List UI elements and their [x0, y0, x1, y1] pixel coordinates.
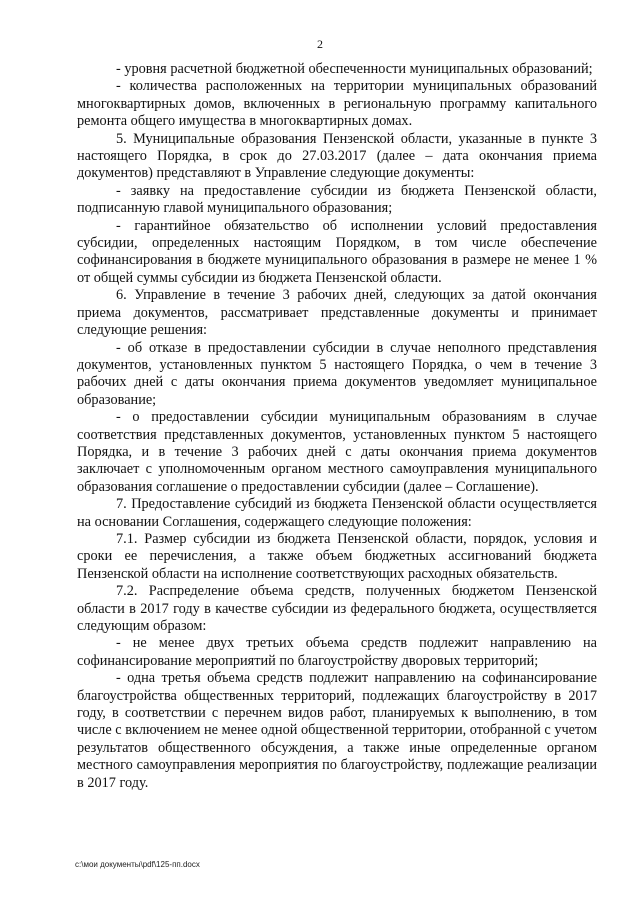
page-number: 2	[317, 37, 323, 51]
paragraph: - об отказе в предоставлении субсидии в случае неполного представления документов, установленных пунктом 5 настоящего Порядка, о чем в течение 3 рабочих дней с даты окончания приема документов уведомляет муниципальное образование;	[77, 339, 597, 408]
paragraph: - одна третья объема средств подлежит направлению на софинансирование благоустройства общественных территорий, подлежащих благоустройству в 2017 году, в соответствии с перечнем видов работ, планируемых к выполнению, в том числе с включением не менее одной общественной территории, отобранной с учетом результатов общественного обсуждения, а также иные определенные органом местного самоуправления мероприятия по благоустройству, подлежащие реализации в 2017 году.	[77, 670, 597, 791]
paragraph: - заявку на предоставление субсидии из бюджета Пензенской области, подписанную главой муниципального образования;	[77, 182, 597, 217]
document-body	[77, 61, 597, 792]
paragraph: - не менее двух третьих объема средств подлежит направлению на софинансирование мероприятий по благоустройству дворовых территорий;	[77, 635, 597, 669]
paragraph: 7.2. Распределение объема средств, полученных бюджетом Пензенской области в 2017 году в качестве субсидии из федерального бюджета, осуществляется следующим образом:	[77, 583, 597, 634]
paragraph: 7. Предоставление субсидий из бюджета Пензенской области осуществляется на основании Соглашения, содержащего следующие положения:	[77, 496, 597, 530]
paragraph: - гарантийное обязательство об исполнении условий предоставления субсидии, определенных настоящим Порядком, в том числе обеспечение софинансирования в бюджете муниципального образования в размере не менее 1 % от общей суммы субсидии из бюджета Пензенской области.	[77, 217, 597, 286]
paragraph: 5. Муниципальные образования Пензенской области, указанные в пункте 3 настоящего Порядка, в срок до 27.03.2017 (далее – дата окончания приема документов) представляют в Управление следующие документы:	[77, 130, 597, 182]
paragraph: - о предоставлении субсидии муниципальным образованиям в случае соответствия представленных документов, установленных пунктом 5 настоящего Порядка, и в течение 3 рабочих дней с даты окончания приема документов заключает с уполномоченным органом местного самоуправления муниципального образования соглашение о предоставлении субсидии (далее – Соглашение).	[77, 409, 597, 495]
paragraph: 7.1. Размер субсидии из бюджета Пензенской области, порядок, условия и сроки ее перечисления, а также объем бюджетных ассигнований бюджета Пензенской области на исполнение соответствующих расходных обязательств.	[77, 530, 597, 582]
paragraph: - количества расположенных на территории муниципальных образований многоквартирных домов, включенных в региональную программу капитального ремонта общего имущества в многоквартирных домах.	[77, 78, 597, 130]
footer-file-path: c:\мои документы\pdf\125-пп.docx	[75, 860, 200, 869]
paragraph: 6. Управление в течение 3 рабочих дней, следующих за датой окончания приема документов, рассматривает представленные документы и принимает следующие решения:	[77, 287, 597, 339]
paragraph: - уровня расчетной бюджетной обеспеченности муниципальных образований;	[116, 61, 593, 77]
